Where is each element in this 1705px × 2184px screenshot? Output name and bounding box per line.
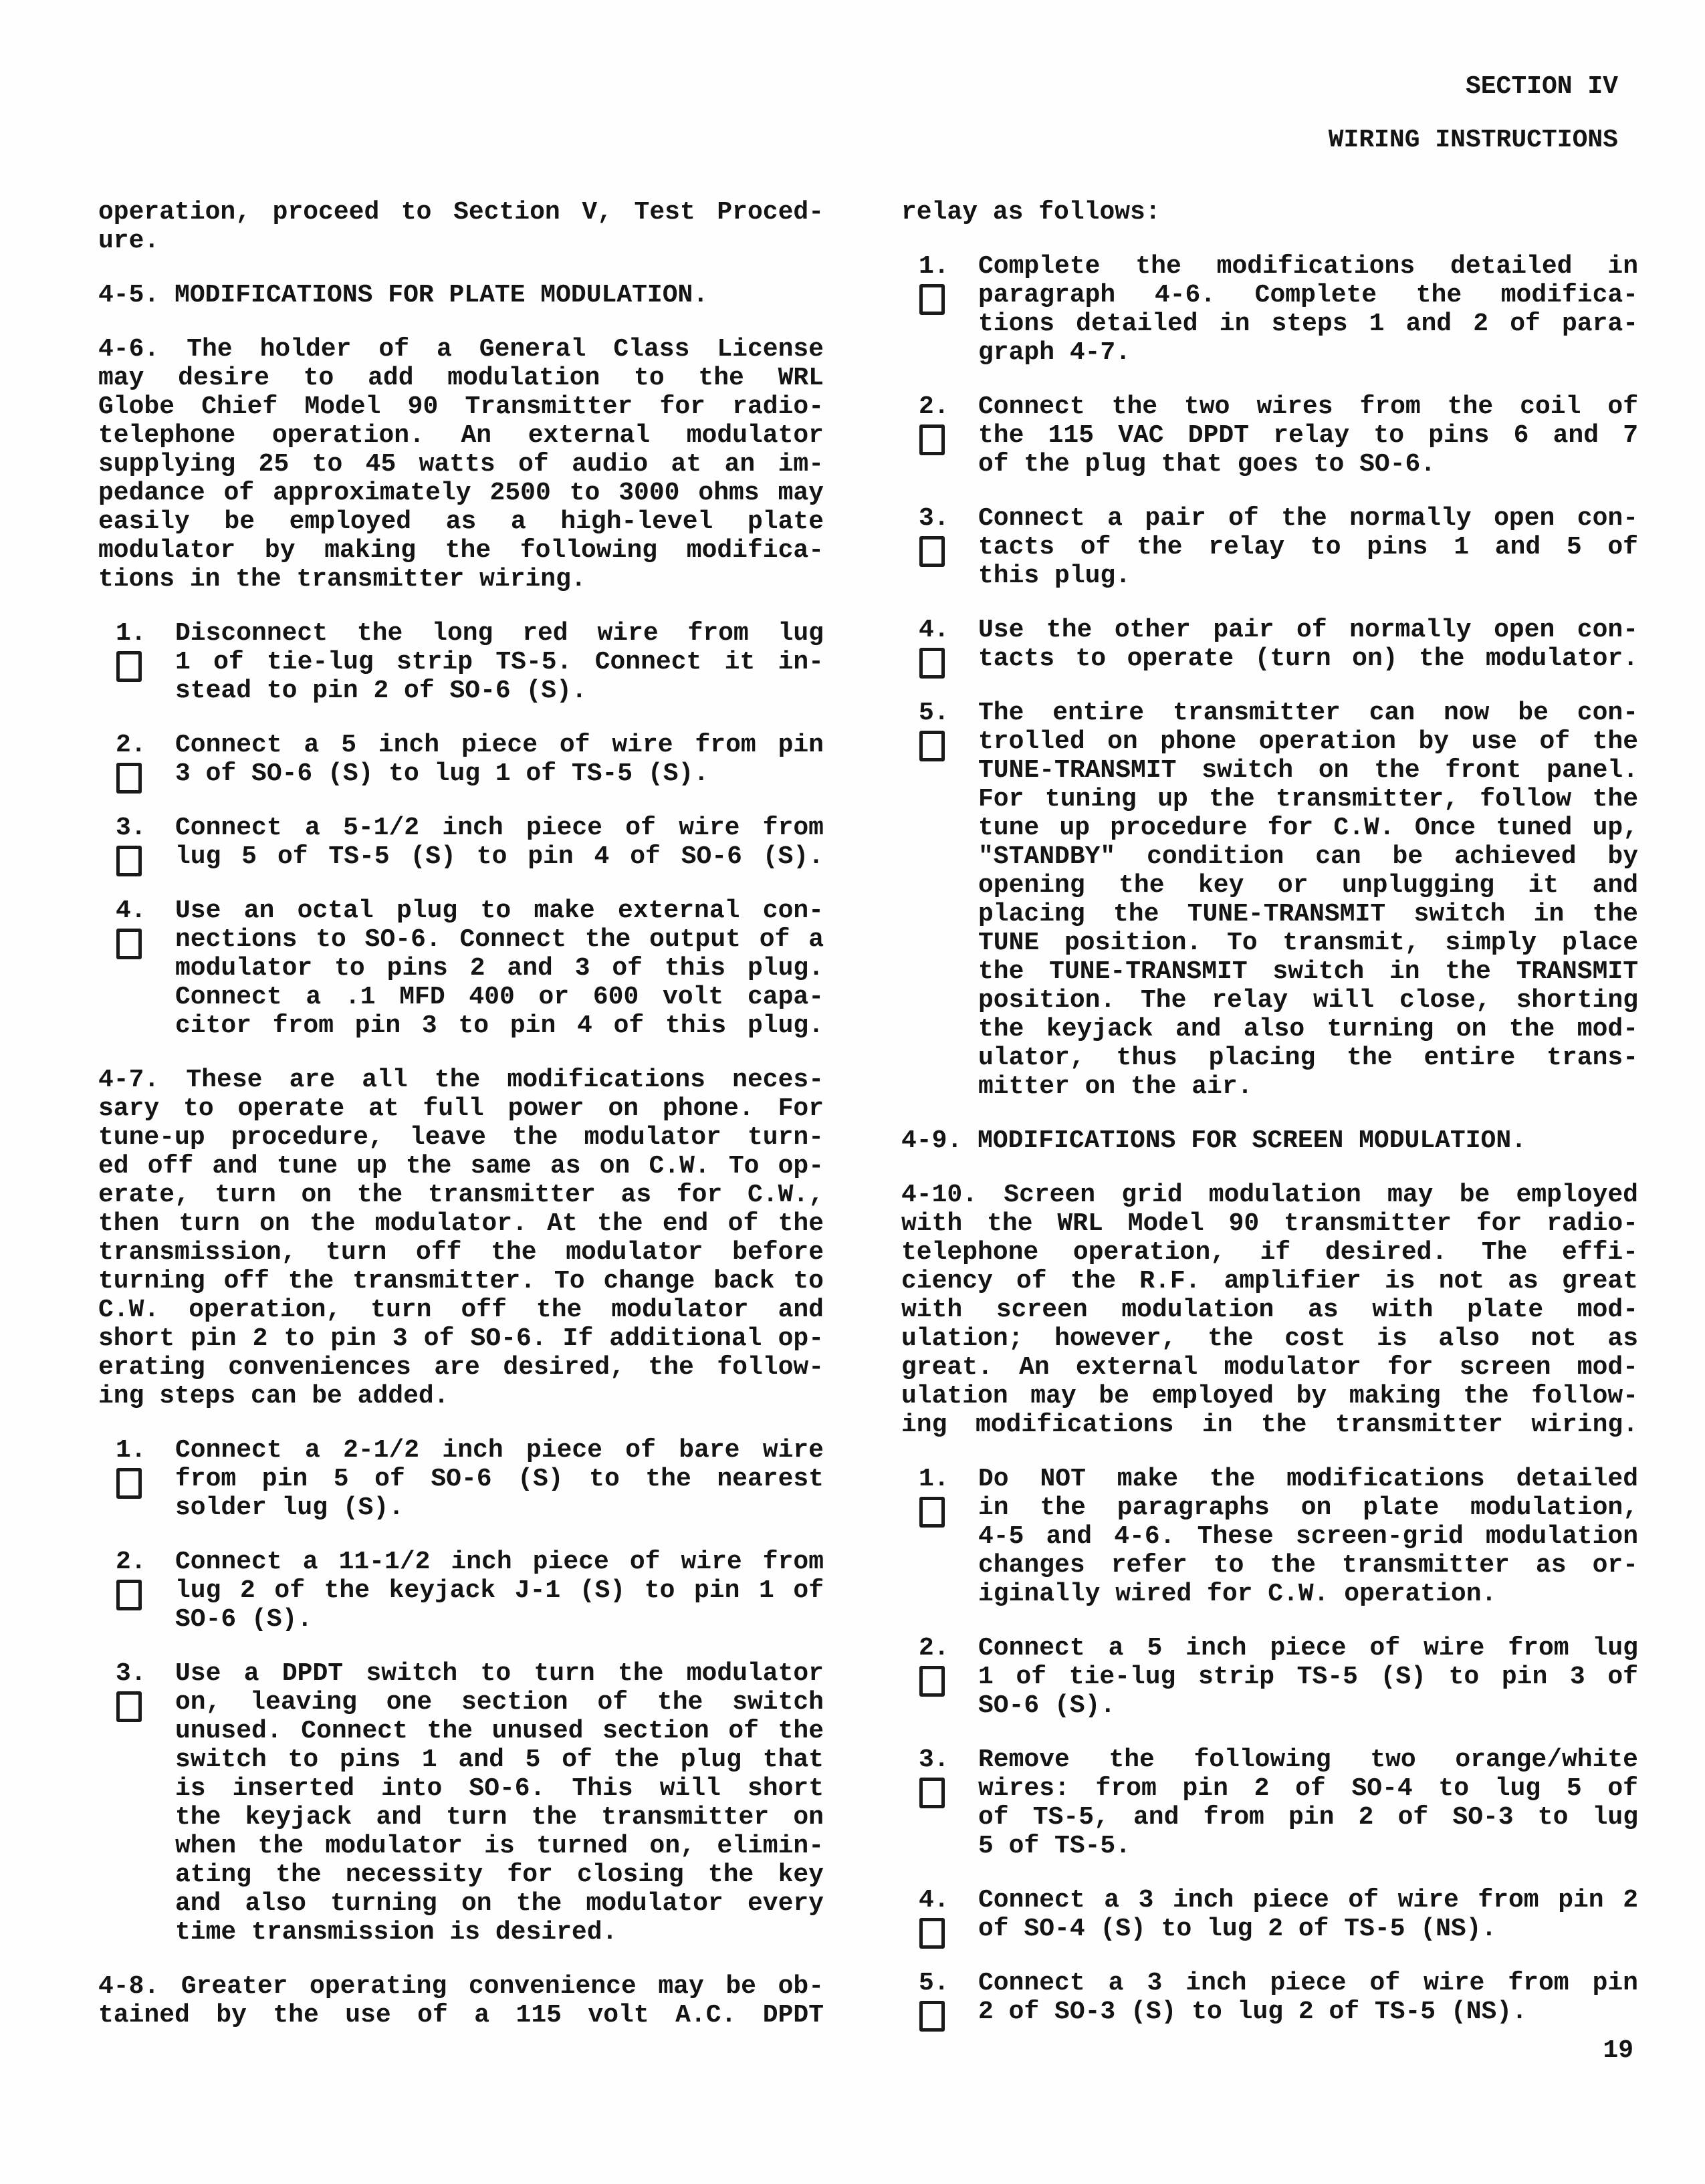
text-line: Remove the following two orange/white	[978, 1745, 1638, 1774]
text-line: 4-9. MODIFICATIONS FOR SCREEN MODULATION.	[901, 1126, 1526, 1155]
text-line: 1 of tie-lug strip TS-5 (S) to pin 3 of	[978, 1663, 1638, 1691]
paragraph	[98, 198, 824, 255]
text-line: ulation; however, the cost is also not as	[901, 1324, 1638, 1353]
right-column	[901, 198, 1638, 2052]
text-line: iginally wired for C.W. operation.	[978, 1580, 1497, 1608]
text-line: tacts of the relay to pins 1 and 5 of	[978, 533, 1638, 562]
page-number: 19	[1603, 2036, 1633, 2065]
item-text	[978, 504, 1638, 590]
item-text	[175, 814, 824, 871]
text-line: relay as follows:	[901, 198, 1161, 227]
text-line: Connect a 5 inch piece of wire from pin	[175, 731, 824, 759]
item-number: 1.	[116, 1436, 146, 1465]
checklist-item	[901, 504, 1638, 590]
text-line: ed off and tune up the same as on C.W. To op-	[98, 1152, 824, 1181]
item-text	[175, 619, 824, 705]
item-marker	[919, 699, 972, 761]
text-line: ing steps can be added.	[98, 1382, 449, 1411]
checkbox	[919, 424, 945, 455]
text-line: operation, proceed to Section V, Test Proced-	[98, 198, 824, 227]
text-line: 4-6. The holder of a General Class License	[98, 335, 824, 364]
text-line: short pin 2 to pin 3 of SO-6. If additional op-	[98, 1324, 824, 1353]
text-line: easily be employed as a high-level plate	[98, 507, 824, 536]
text-line: ating the necessity for closing the key	[175, 1860, 824, 1889]
item-marker	[919, 252, 972, 315]
checkbox	[919, 284, 945, 315]
item-text	[978, 252, 1638, 367]
section-heading	[901, 1126, 1638, 1155]
text-line: tained by the use of a 115 volt A.C. DPDT	[98, 2001, 824, 2030]
text-line: Connect a 11-1/2 inch piece of wire from	[175, 1548, 824, 1576]
text-line: tune up procedure for C.W. Once tuned up,	[978, 814, 1638, 842]
text-line: unused. Connect the unused section of the	[175, 1717, 824, 1745]
item-text	[978, 1745, 1638, 1860]
item-marker	[116, 731, 169, 794]
text-line: Complete the modifications detailed in	[978, 252, 1638, 281]
page-subtitle: WIRING INSTRUCTIONS	[1328, 126, 1618, 154]
checkbox	[919, 1918, 945, 1949]
item-text	[175, 1659, 824, 1947]
checklist-item	[98, 896, 824, 1040]
item-marker	[116, 619, 169, 682]
text-line: tacts to operate (turn on) the modulator.	[978, 644, 1638, 673]
item-text	[175, 1548, 824, 1634]
item-number: 4.	[919, 616, 949, 644]
item-marker	[116, 896, 169, 959]
checkbox	[919, 731, 945, 761]
item-text	[978, 1969, 1638, 2026]
text-line: ciency of the R.F. amplifier is not as great	[901, 1267, 1638, 1296]
text-line: citor from pin 3 to pin 4 of this plug.	[175, 1011, 824, 1040]
item-number: 1.	[919, 252, 949, 281]
checklist-item	[98, 619, 824, 705]
item-marker	[919, 1886, 972, 1949]
item-number: 4.	[116, 896, 146, 925]
text-line: 4-8. Greater operating convenience may be ob-	[98, 1972, 824, 2001]
text-line: Connect a pair of the normally open con-	[978, 504, 1638, 533]
item-number: 1.	[116, 619, 146, 648]
item-text	[978, 1634, 1638, 1720]
checklist-item	[901, 252, 1638, 367]
text-line: erating conveniences are desired, the follow-	[98, 1353, 824, 1382]
item-text	[175, 896, 824, 1040]
text-line: 3 of SO-6 (S) to lug 1 of TS-5 (S).	[175, 759, 709, 788]
text-line: of TS-5, and from pin 2 of SO-3 to lug	[978, 1803, 1638, 1832]
text-line: turning off the transmitter. To change back to	[98, 1267, 824, 1296]
text-line: Use a DPDT switch to turn the modulator	[175, 1659, 824, 1688]
text-line: modulator to pins 2 and 3 of this plug.	[175, 954, 824, 983]
checkbox	[919, 1778, 945, 1808]
text-line: ulation may be employed by making the follow-	[901, 1382, 1638, 1411]
checkbox	[919, 2001, 945, 2032]
text-line: SO-6 (S).	[978, 1691, 1116, 1720]
checklist-item	[901, 1634, 1638, 1720]
text-line: Connect a 2-1/2 inch piece of bare wire	[175, 1436, 824, 1465]
checklist-item	[901, 1886, 1638, 1943]
checkbox	[919, 536, 945, 567]
item-number: 4.	[919, 1886, 949, 1915]
item-number: 3.	[116, 814, 146, 842]
text-line: Connect the two wires from the coil of	[978, 392, 1638, 421]
checkbox	[116, 651, 142, 682]
item-marker	[116, 814, 169, 876]
item-text	[978, 1886, 1638, 1943]
text-line: tions detailed in steps 1 and 2 of para-	[978, 310, 1638, 338]
item-number: 2.	[919, 1634, 949, 1663]
checkbox	[116, 1580, 142, 1610]
text-line: ure.	[98, 227, 160, 255]
item-number: 2.	[116, 731, 146, 759]
text-line: with screen modulation as with plate mod-	[901, 1296, 1638, 1324]
item-marker	[919, 1465, 972, 1528]
text-line: Connect a 5 inch piece of wire from lug	[978, 1634, 1638, 1663]
text-line: SO-6 (S).	[175, 1605, 313, 1634]
text-line: Globe Chief Model 90 Transmitter for radio-	[98, 392, 824, 421]
text-line: may desire to add modulation to the WRL	[98, 364, 824, 392]
text-line: TUNE-TRANSMIT switch on the front panel.	[978, 756, 1638, 785]
text-line: is inserted into SO-6. This will short	[175, 1774, 824, 1803]
section-heading	[98, 281, 824, 310]
item-marker	[919, 1745, 972, 1808]
text-line: the keyjack and turn the transmitter on	[175, 1803, 824, 1832]
text-line: mitter on the air.	[978, 1072, 1253, 1101]
text-line: opening the key or unplugging it and	[978, 871, 1638, 900]
checklist-item	[98, 731, 824, 788]
text-line: time transmission is desired.	[175, 1918, 618, 1947]
text-line: the 115 VAC DPDT relay to pins 6 and 7	[978, 421, 1638, 450]
item-text	[175, 1436, 824, 1522]
text-line: Use the other pair of normally open con-	[978, 616, 1638, 644]
checkbox	[116, 846, 142, 876]
text-line: when the modulator is turned on, elimin-	[175, 1832, 824, 1860]
item-text	[978, 1465, 1638, 1608]
checkbox	[116, 929, 142, 959]
checkbox	[116, 1691, 142, 1722]
text-line: lug 2 of the keyjack J-1 (S) to pin 1 of	[175, 1576, 824, 1605]
checkbox	[919, 1666, 945, 1697]
text-line: C.W. operation, turn off the modulator and	[98, 1296, 824, 1324]
checklist-item	[901, 1969, 1638, 2026]
text-line: placing the TUNE-TRANSMIT switch in the	[978, 900, 1638, 929]
paragraph	[98, 1066, 824, 1411]
item-number: 1.	[919, 1465, 949, 1493]
text-line: pedance of approximately 2500 to 3000 ohms may	[98, 479, 824, 507]
text-line: of the plug that goes to SO-6.	[978, 450, 1436, 479]
paragraph	[901, 198, 1638, 227]
text-line: ing modifications in the transmitter wiring.	[901, 1411, 1638, 1439]
text-line: this plug.	[978, 562, 1131, 590]
text-line: modulator by making the following modifica-	[98, 536, 824, 565]
item-text	[978, 616, 1638, 673]
text-line: great. An external modulator for screen mod-	[901, 1353, 1638, 1382]
text-line: 4-5 and 4-6. These screen-grid modulation	[978, 1522, 1638, 1551]
text-line: the TUNE-TRANSMIT switch in the TRANSMIT	[978, 957, 1638, 986]
item-number: 3.	[919, 1745, 949, 1774]
text-line: Connect a .1 MFD 400 or 600 volt capa-	[175, 983, 824, 1011]
item-number: 2.	[116, 1548, 146, 1576]
item-marker	[116, 1436, 169, 1499]
text-line: with the WRL Model 90 transmitter for radio-	[901, 1209, 1638, 1238]
text-line: in the paragraphs on plate modulation,	[978, 1493, 1638, 1522]
section-title: SECTION IV	[1465, 72, 1618, 101]
text-line: Do NOT make the modifications detailed	[978, 1465, 1638, 1493]
text-line: The entire transmitter can now be con-	[978, 699, 1638, 727]
text-line: 4-10. Screen grid modulation may be employed	[901, 1181, 1638, 1209]
text-line: solder lug (S).	[175, 1493, 405, 1522]
text-line: "STANDBY" condition can be achieved by	[978, 842, 1638, 871]
text-line: lug 5 of TS-5 (S) to pin 4 of SO-6 (S).	[175, 842, 824, 871]
text-line: 5 of TS-5.	[978, 1832, 1131, 1860]
checkbox	[919, 648, 945, 679]
item-number: 3.	[116, 1659, 146, 1688]
item-number: 2.	[919, 392, 949, 421]
text-line: TUNE position. To transmit, simply place	[978, 929, 1638, 957]
text-line: telephone operation. An external modulator	[98, 421, 824, 450]
text-line: 1 of tie-lug strip TS-5. Connect it in-	[175, 648, 824, 677]
text-line: from pin 5 of SO-6 (S) to the nearest	[175, 1465, 824, 1493]
text-line: Disconnect the long red wire from lug	[175, 619, 824, 648]
item-text	[978, 392, 1638, 479]
text-line: tions in the transmitter wiring.	[98, 565, 586, 594]
item-text	[175, 731, 824, 788]
checklist-item	[901, 616, 1638, 673]
text-line: the keyjack and also turning on the mod-	[978, 1015, 1638, 1044]
text-line: paragraph 4-6. Complete the modifica-	[978, 281, 1638, 310]
text-line: wires: from pin 2 of SO-4 to lug 5 of	[978, 1774, 1638, 1803]
item-number: 5.	[919, 1969, 949, 1997]
text-line: transmission, turn off the modulator before	[98, 1238, 824, 1267]
text-line: erate, turn on the transmitter as for C.W.,	[98, 1181, 824, 1209]
checklist-item	[98, 1659, 824, 1947]
checklist-item	[98, 1436, 824, 1522]
left-column	[98, 198, 824, 2055]
text-line: graph 4-7.	[978, 338, 1131, 367]
checklist-item	[98, 1548, 824, 1634]
text-line: nections to SO-6. Connect the output of a	[175, 925, 824, 954]
text-line: and also turning on the modulator every	[175, 1889, 824, 1918]
item-marker	[919, 392, 972, 455]
text-line: changes refer to the transmitter as or-	[978, 1551, 1638, 1580]
text-line: Connect a 3 inch piece of wire from pin	[978, 1969, 1638, 1997]
item-marker	[116, 1659, 169, 1722]
checklist-item	[901, 1465, 1638, 1608]
paragraph	[98, 335, 824, 594]
page-header	[1329, 72, 1618, 154]
text-line: supplying 25 to 45 watts of audio at an im-	[98, 450, 824, 479]
text-line: 2 of SO-3 (S) to lug 2 of TS-5 (NS).	[978, 1997, 1527, 2026]
text-line: Connect a 5-1/2 inch piece of wire from	[175, 814, 824, 842]
checklist-item	[901, 392, 1638, 479]
checklist-item	[901, 699, 1638, 1101]
item-marker	[919, 616, 972, 679]
checklist-item	[98, 814, 824, 871]
paragraph	[901, 1181, 1638, 1439]
text-line: of SO-4 (S) to lug 2 of TS-5 (NS).	[978, 1915, 1497, 1943]
checkbox	[116, 1468, 142, 1499]
item-number: 3.	[919, 504, 949, 533]
item-marker	[919, 1969, 972, 2032]
text-line: then turn on the modulator. At the end of the	[98, 1209, 824, 1238]
text-line: telephone operation, if desired. The effi-	[901, 1238, 1638, 1267]
text-line: tune-up procedure, leave the modulator turn-	[98, 1123, 824, 1152]
text-line: For tuning up the transmitter, follow the	[978, 785, 1638, 814]
text-line: position. The relay will close, shorting	[978, 986, 1638, 1015]
checklist-item	[901, 1745, 1638, 1860]
paragraph	[98, 1972, 824, 2030]
text-line: Use an octal plug to make external con-	[175, 896, 824, 925]
text-line: Connect a 3 inch piece of wire from pin 2	[978, 1886, 1638, 1915]
item-marker	[919, 504, 972, 567]
item-marker	[919, 1634, 972, 1697]
checkbox	[116, 763, 142, 794]
text-line: switch to pins 1 and 5 of the plug that	[175, 1745, 824, 1774]
text-line: ulator, thus placing the entire trans-	[978, 1044, 1638, 1072]
text-line: trolled on phone operation by use of the	[978, 727, 1638, 756]
item-marker	[116, 1548, 169, 1610]
text-line: 4-5. MODIFICATIONS FOR PLATE MODULATION.	[98, 281, 709, 310]
text-line: on, leaving one section of the switch	[175, 1688, 824, 1717]
checkbox	[919, 1497, 945, 1528]
text-line: sary to operate at full power on phone. For	[98, 1094, 824, 1123]
item-number: 5.	[919, 699, 949, 727]
text-line: stead to pin 2 of SO-6 (S).	[175, 677, 587, 705]
item-text	[978, 699, 1638, 1101]
text-line: 4-7. These are all the modifications neces-	[98, 1066, 824, 1094]
